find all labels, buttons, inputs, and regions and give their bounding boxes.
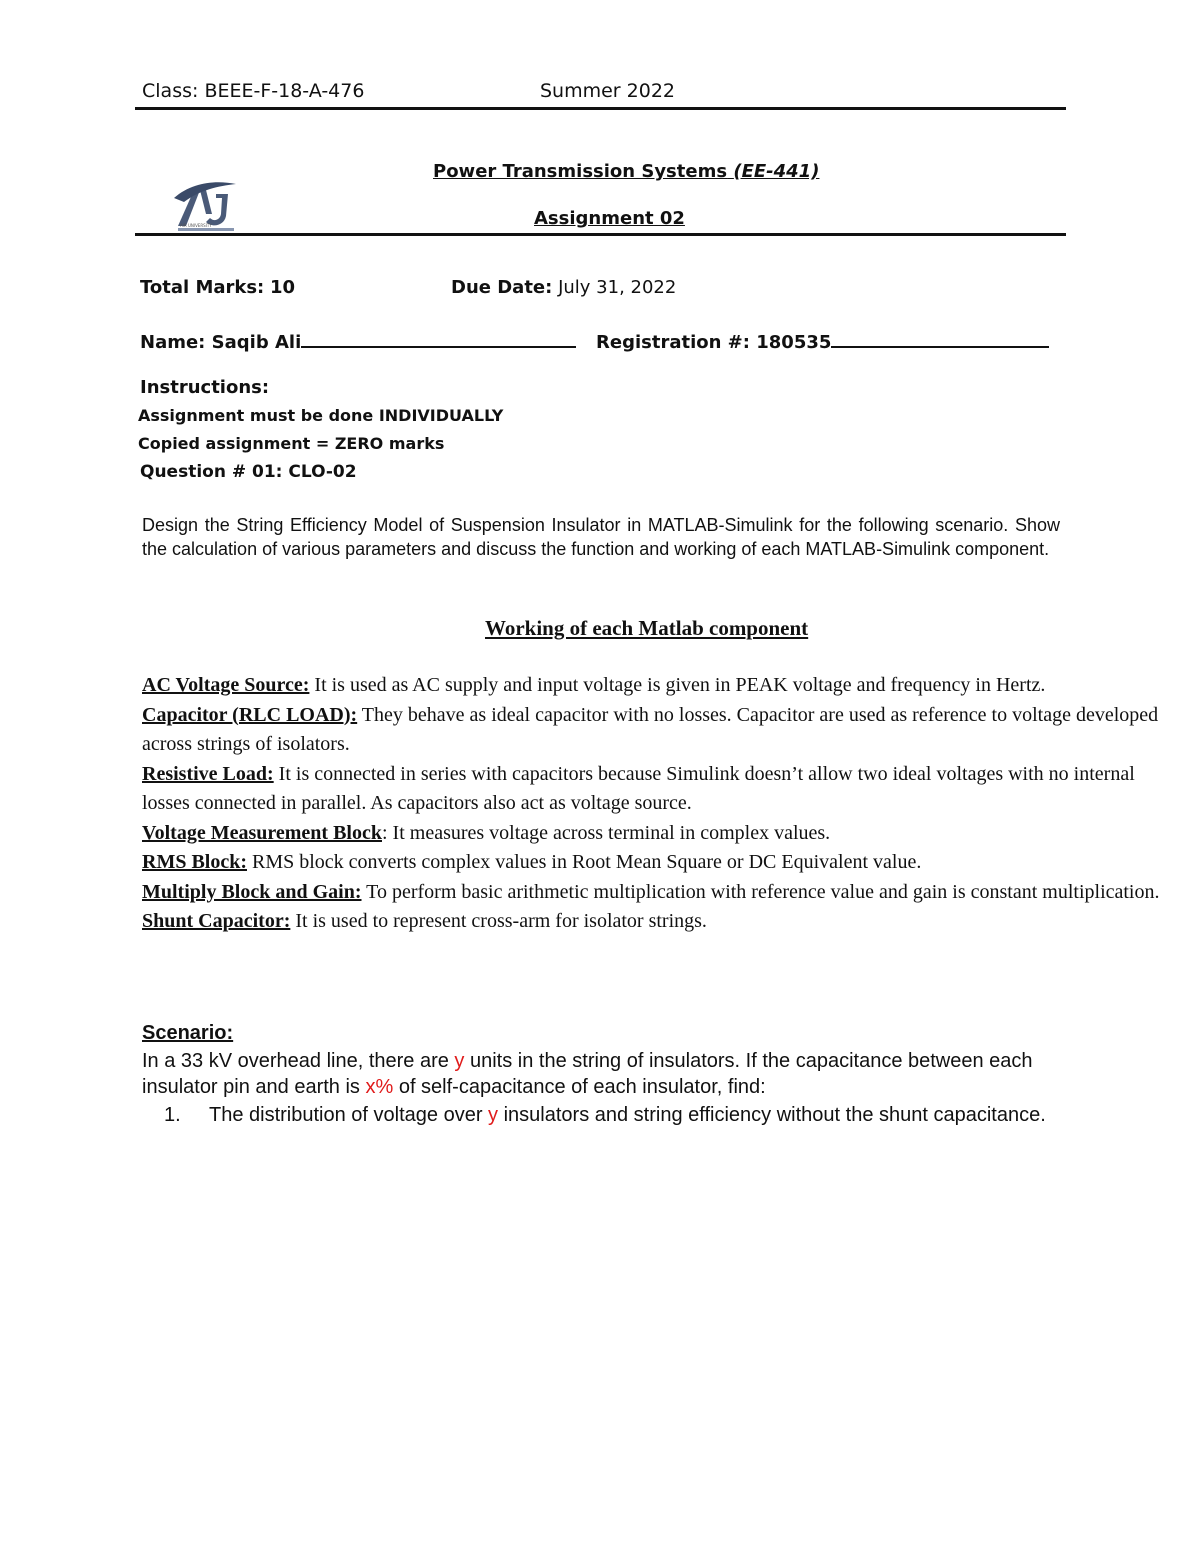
title-divider: [135, 233, 1066, 236]
scenario-part: of self-capacitance of each insulator, find:: [393, 1076, 766, 1098]
scenario-text: [142, 1048, 1072, 1128]
component-term: RMS Block:: [142, 851, 247, 873]
class-label: Class:: [142, 80, 199, 102]
registration-blank-line: [831, 328, 1049, 348]
name-label: Name:: [140, 332, 206, 353]
component-term: AC Voltage Source:: [142, 674, 310, 696]
list-number: 1.: [164, 1104, 181, 1126]
course-title: [433, 161, 819, 182]
component-term: Shunt Capacitor:: [142, 910, 291, 932]
due-date: [451, 277, 676, 298]
question-text: Design the String Efficiency Model of Suspension Insulator in MATLAB-Simulink for the following scenario. Show the calculation of various parameters and discuss the function and working of each MATLAB-Simulink component.: [142, 515, 1060, 559]
class-value: BEEE-F-18-A-476: [204, 80, 365, 102]
component-voltage-measurement: [142, 819, 1164, 849]
component-term: Multiply Block and Gain:: [142, 880, 362, 903]
total-marks-label: Total Marks:: [140, 277, 265, 298]
component-desc: It is used to represent cross-arm for isolator strings.: [290, 910, 707, 932]
course-name: Power Transmission Systems: [433, 161, 728, 182]
due-date-label: Due Date:: [451, 277, 553, 298]
instructions-heading: Instructions:: [140, 377, 270, 398]
component-capacitor: [142, 701, 1164, 760]
term-label: Summer 2022: [540, 80, 676, 102]
component-term: Voltage Measurement Block: [142, 821, 382, 844]
components-list: [142, 671, 1164, 937]
component-shunt-capacitor: [142, 907, 1164, 937]
components-heading: Working of each Matlab component: [485, 616, 809, 640]
variable-y: y: [454, 1050, 465, 1072]
registration-value: 180535: [756, 332, 832, 353]
header-divider: [135, 107, 1066, 110]
component-term: Capacitor (RLC LOAD):: [142, 703, 358, 726]
question-heading: Question # 01: CLO-02: [140, 462, 357, 482]
component-desc: RMS block converts complex values in Root Mean Square or DC Equivalent value.: [247, 851, 922, 873]
component-desc: To perform basic arithmetic multiplication with reference value and gain is constant multiplication.: [361, 880, 1160, 903]
component-desc: They behave as ideal capacitor with no losses. Capacitor are used as reference to voltage developed across strings of isolators.: [142, 703, 1159, 755]
name-field: [140, 328, 576, 353]
total-marks: [140, 277, 295, 298]
course-code: (EE-441): [733, 161, 820, 182]
list-part: The distribution of voltage over: [209, 1104, 489, 1126]
due-date-value: July 31, 2022: [558, 277, 677, 298]
scenario-part: In a 33 kV overhead line, there are: [142, 1050, 455, 1072]
list-part: insulators and string efficiency without the shunt capacitance.: [498, 1104, 1046, 1126]
component-desc: It is connected in series with capacitors because Simulink doesn’t allow two ideal voltages with no internal losses connected in parallel. As capacitors also act as voltage source.: [142, 762, 1135, 814]
total-marks-value: 10: [270, 277, 296, 298]
scenario-heading: Scenario:: [142, 1022, 234, 1044]
name-value: Saqib Ali: [211, 332, 302, 353]
scenario-paragraph: [142, 1048, 1072, 1100]
university-logo: [170, 176, 240, 232]
component-rms-block: [142, 848, 1164, 878]
component-term: Resistive Load:: [142, 762, 274, 785]
instruction-individual: Assignment must be done INDIVIDUALLY: [138, 406, 504, 425]
class-line: [142, 80, 364, 102]
component-resistive-load: [142, 760, 1164, 819]
component-ac-source: [142, 671, 1164, 701]
registration-field: [596, 328, 1049, 353]
scenario-part: units in the string of insulators. If the capacitance between each insulator pin and earth is: [142, 1050, 1033, 1098]
registration-label: Registration #:: [596, 332, 750, 353]
scenario-list-item: [142, 1102, 1072, 1128]
logo-caption: AIR UNIVERSITY: [180, 223, 212, 228]
name-blank-line: [301, 328, 576, 348]
component-desc: : It measures voltage across terminal in complex values.: [381, 821, 831, 844]
variable-y: y: [488, 1104, 499, 1126]
instruction-copied: Copied assignment = ZERO marks: [138, 434, 445, 453]
variable-x: x%: [365, 1076, 394, 1098]
component-desc: It is used as AC supply and input voltage is given in PEAK voltage and frequency in Hertz.: [309, 674, 1046, 696]
assignment-title: Assignment 02: [534, 208, 685, 229]
component-multiply-gain: [142, 878, 1164, 908]
